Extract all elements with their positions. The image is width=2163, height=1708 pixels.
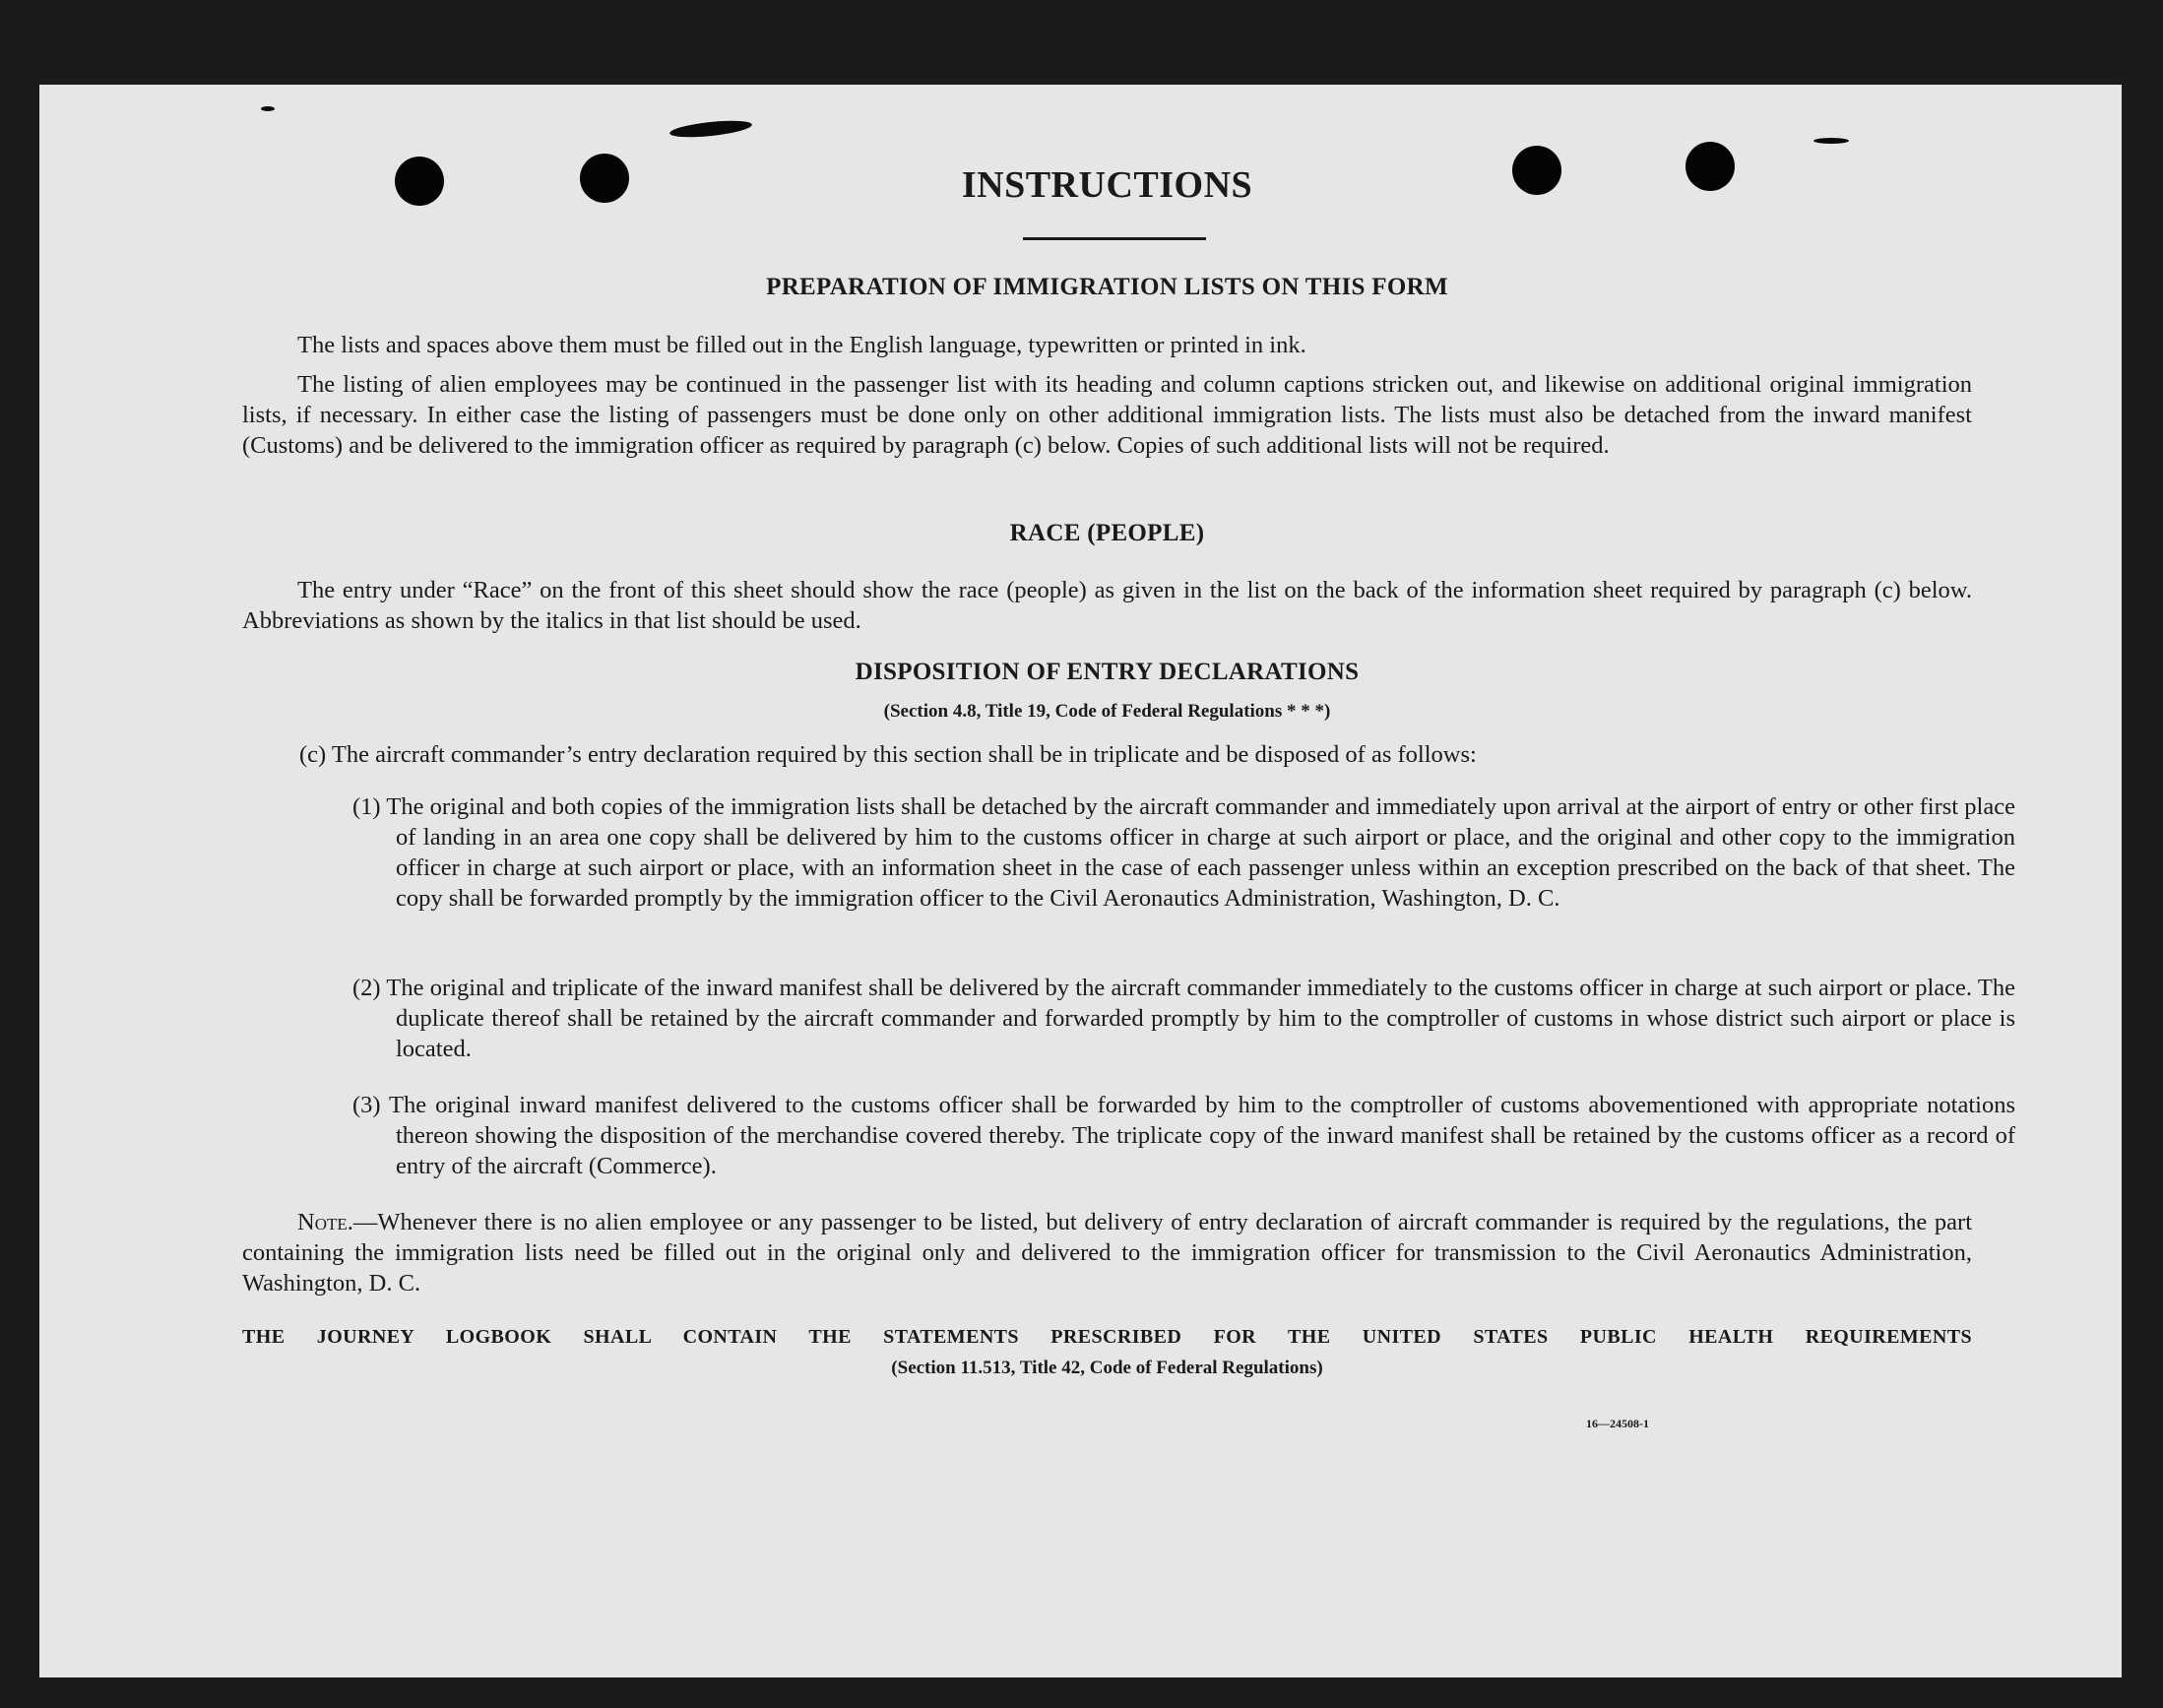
clause-c: (c) The aircraft commander’s entry declaration required by this section shall be in triplicate and be disposed of as follows: <box>299 741 1477 768</box>
list-item-1: (1) The original and both copies of the immigration lists shall be detached by the aircraft commander and immediately upon arrival at the airport of entry or other first place of landing in an area one copy shall be delivered by him to the customs officer in charge at such airport or place, and the original and other copy to the immigration officer in charge at such airport or place, with an information sheet in the case of each passenger unless within an exception prescribed on the back of that sheet. The copy shall be forwarded promptly by the immigration officer to the Civil Aeronautics Administration, Washington, D. C. <box>352 793 2015 912</box>
page-title: INSTRUCTIONS <box>961 164 1253 206</box>
section-heading-race: RACE (PEOPLE) <box>1009 520 1205 546</box>
section-heading-preparation: PREPARATION OF IMMIGRATION LISTS ON THIS FORM <box>766 274 1448 300</box>
list-item-3: (3) The original inward manifest delivered to the customs officer shall be forwarded by him to the comptroller of customs abovementioned with appropriate notations thereon showing the disposition of the merchandise covered thereby. The triplicate copy of the inward manifest shall be retained by the customs officer as a record of entry of the aircraft (Commerce). <box>352 1092 2015 1179</box>
paragraph-alien-employees: The listing of alien employees may be continued in the passenger list with its heading and column captions stricken out, and likewise on additional original immigration lists, if necessary. In either case the listing of passengers must be done only on other additional immigration lists. The lists must also be detached from the inward manifest (Customs) and be delivered to the immigration officer as required by paragraph (c) below. Copies of such additional lists will not be required. <box>242 371 1972 459</box>
section-heading-disposition: DISPOSITION OF ENTRY DECLARATIONS <box>855 659 1360 685</box>
note-label: Note. <box>297 1209 353 1235</box>
form-number: 16—24508-1 <box>1586 1417 1649 1430</box>
title-underline <box>1023 237 1206 240</box>
citation-section-4-8: (Section 4.8, Title 19, Code of Federal Regulations * * *) <box>883 701 1331 722</box>
list-item-2: (2) The original and triplicate of the inward manifest shall be delivered by the aircraft commander immediately to the customs officer in charge at such airport or place. The duplicate thereof shall be retained by the aircraft commander and forwarded promptly by him to the comptroller of customs in whose district such airport or place is located. <box>352 975 2015 1062</box>
paragraph-english-language: The lists and spaces above them must be filled out in the English language, typewritten or printed in ink. <box>297 332 1306 358</box>
note-text: —Whenever there is no alien employee or any passenger to be listed, but delivery of entry declaration of aircraft commander is required by the regulations, the part containing the immigration lists need be filled out in the original only and delivered to the immigration officer for transmission to the Civil Aeronautics Administration, Washington, D. C. <box>242 1209 1972 1297</box>
ink-smudge <box>668 118 752 141</box>
ink-smudge <box>261 106 275 111</box>
footer-requirement: THE JOURNEY LOGBOOK SHALL CONTAIN THE STATEMENTS PRESCRIBED FOR THE UNITED STATES PUBLIC HEALTH REQUIREMENTS <box>242 1326 1972 1348</box>
paragraph-race-entry: The entry under “Race” on the front of this sheet should show the race (people) as given in the list on the back of the information sheet required by paragraph (c) below. Abbreviations as shown by the italics in that list should be used. <box>242 577 1972 634</box>
citation-section-11-513: (Section 11.513, Title 42, Code of Federal Regulations) <box>891 1358 1323 1378</box>
document-sheet <box>39 85 2122 1677</box>
ink-smudge <box>1813 138 1849 144</box>
note-paragraph <box>242 1207 1972 1298</box>
